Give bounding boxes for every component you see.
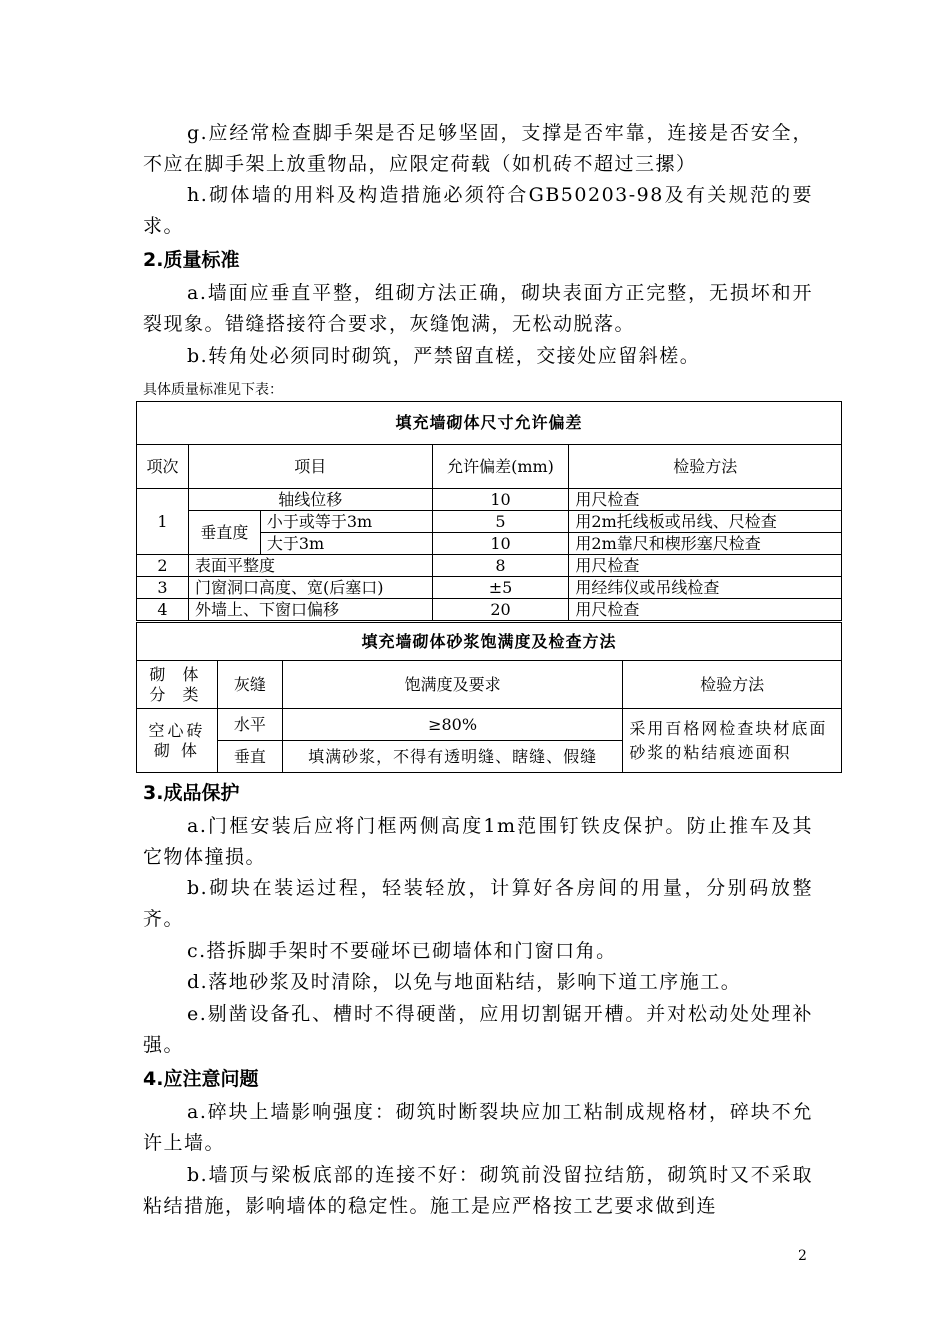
header-method: 检验方法	[623, 661, 842, 709]
row-method: 用2m靠尺和楔形塞尺检查	[569, 533, 842, 555]
paragraph-2b: b.转角处必须同时砌筑，严禁留直槎，交接处应留斜槎。	[187, 345, 701, 367]
paragraph-3d: d.落地砂浆及时清除，以免与地面粘结，影响下道工序施工。	[187, 971, 742, 993]
category-cell: 空心砖砌 体	[137, 709, 218, 773]
row-tolerance: ±5	[432, 577, 569, 599]
paragraph-3b: b.砌块在装运过程，轻装轻放，计算好各房间的用量，分别码放整齐。	[143, 877, 813, 930]
header-item: 项目	[188, 445, 432, 489]
row-tolerance: 10	[432, 489, 569, 511]
section-4-heading: 4.应注意问题	[143, 1068, 259, 1090]
row-item: 小于或等于3m	[260, 511, 432, 533]
paragraph-h: h.砌体墙的用料及构造措施必须符合GB50203-98及有关规范的要求。	[143, 184, 813, 237]
row-item: 外墙上、下窗口偏移	[188, 599, 432, 621]
header-category: 砌 体分 类	[137, 661, 218, 709]
header-tolerance: 允许偏差(mm)	[432, 445, 569, 489]
row-no: 4	[137, 599, 189, 621]
row-item: 大于3m	[260, 533, 432, 555]
row-tolerance: 8	[432, 555, 569, 577]
paragraph-3e: e.剔凿设备孔、槽时不得硬凿，应用切割锯开槽。并对松动处处理补强。	[143, 1003, 813, 1056]
row-item: 表面平整度	[188, 555, 432, 577]
tolerance-table-title: 填充墙砌体尺寸允许偏差	[137, 402, 842, 445]
row-method: 用2m托线板或吊线、尺检查	[569, 511, 842, 533]
row-item: 门窗洞口高度、宽(后塞口)	[188, 577, 432, 599]
joint-cell: 垂直	[217, 741, 282, 773]
section-3-heading: 3.成品保护	[143, 782, 240, 804]
header-method: 检验方法	[569, 445, 842, 489]
paragraph-3c: c.搭拆脚手架时不要碰坏已砌墙体和门窗口角。	[187, 940, 617, 962]
row-no: 3	[137, 577, 189, 599]
row-method: 用尺检查	[569, 555, 842, 577]
row-item: 轴线位移	[188, 489, 432, 511]
paragraph-3a: a.门框安装后应将门框两侧高度1m范围钉铁皮保护。防止推车及其它物体撞损。	[143, 815, 813, 868]
paragraph-g: g.应经常检查脚手架是否足够坚固，支撑是否牢靠，连接是否安全，不应在脚手架上放重物品，应限定荷载（如机砖不超过三摞）	[143, 122, 813, 175]
table-note: 具体质量标准见下表：	[143, 382, 283, 398]
row-tolerance: 10	[432, 533, 569, 555]
row-subgroup: 垂直度	[188, 511, 260, 555]
row-no: 2	[137, 555, 189, 577]
paragraph-2a: a.墙面应垂直平整，组砌方法正确，砌块表面方正完整，无损坏和开裂现象。错缝搭接符合要求，灰缝饱满，无松动脱落。	[143, 282, 813, 335]
row-method: 用尺检查	[569, 599, 842, 621]
row-method: 用经纬仪或吊线检查	[569, 577, 842, 599]
joint-cell: 水平	[217, 709, 282, 741]
requirement-cell: 填满砂浆，不得有透明缝、瞎缝、假缝	[282, 741, 622, 773]
page-number: 2	[798, 1248, 807, 1264]
header-no: 项次	[137, 445, 189, 489]
row-tolerance: 20	[432, 599, 569, 621]
row-tolerance: 5	[432, 511, 569, 533]
paragraph-4a: a.碎块上墙影响强度：砌筑时断裂块应加工粘制成规格材，碎块不允许上墙。	[143, 1101, 813, 1154]
header-requirement: 饱满度及要求	[282, 661, 622, 709]
section-2-heading: 2.质量标准	[143, 249, 240, 271]
row-no: 1	[137, 489, 189, 555]
paragraph-4b: b.墙顶与梁板底部的连接不好：砌筑前没留拉结筋，砌筑时又不采取粘结措施，影响墙体的稳定性。施工是应严格按工艺要求做到连	[143, 1164, 813, 1217]
method-cell: 采用百格网检查块材底面砂浆的粘结痕迹面积	[623, 709, 842, 773]
header-joint: 灰缝	[217, 661, 282, 709]
requirement-cell: ≥80%	[282, 709, 622, 741]
row-method: 用尺检查	[569, 489, 842, 511]
tolerance-table	[136, 401, 842, 621]
mortar-table-title: 填充墙砌体砂浆饱满度及检查方法	[137, 623, 842, 661]
mortar-table	[136, 622, 842, 773]
